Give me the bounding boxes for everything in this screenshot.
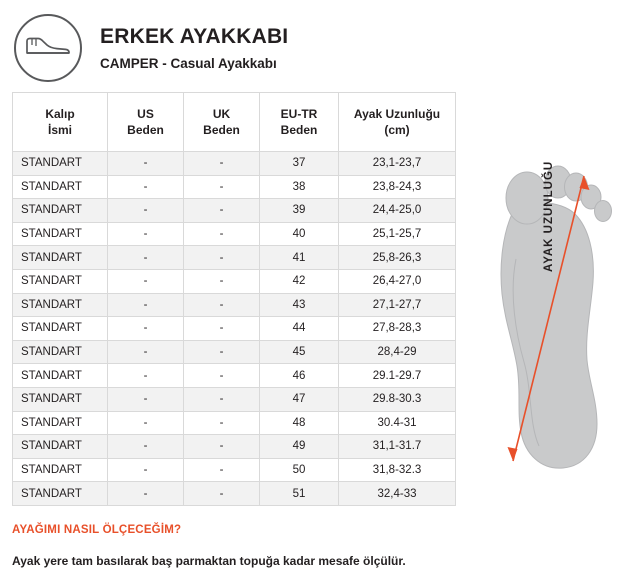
cell-eu-tr-beden: 49 — [260, 435, 339, 459]
cell-eu-tr-beden: 40 — [260, 222, 339, 246]
cell-us-beden: - — [108, 482, 184, 506]
cell-ayak-uzunlugu: 23,1-23,7 — [339, 152, 456, 176]
cell-eu-tr-beden: 42 — [260, 269, 339, 293]
cell-ayak-uzunlugu: 25,1-25,7 — [339, 222, 456, 246]
table-row — [13, 246, 456, 270]
cell-uk-beden: - — [184, 293, 260, 317]
cell-kalip-ismi: STANDART — [13, 317, 108, 341]
column-header-line-1: Kalıp — [45, 106, 75, 121]
cell-kalip-ismi: STANDART — [13, 152, 108, 176]
cell-ayak-uzunlugu: 31,1-31.7 — [339, 435, 456, 459]
cell-kalip-ismi: STANDART — [13, 482, 108, 506]
cell-ayak-uzunlugu: 30.4-31 — [339, 411, 456, 435]
header-text-block — [100, 25, 288, 72]
cell-uk-beden: - — [184, 269, 260, 293]
cell-eu-tr-beden: 50 — [260, 458, 339, 482]
table-row — [13, 199, 456, 223]
column-header-ayak-uzunlugu — [339, 93, 456, 152]
cell-kalip-ismi: STANDART — [13, 340, 108, 364]
column-header-line-2: İsmi — [47, 123, 72, 137]
cell-ayak-uzunlugu: 27,8-28,3 — [339, 317, 456, 341]
table-row — [13, 458, 456, 482]
cell-uk-beden: - — [184, 340, 260, 364]
column-header-line-1: EU-TR — [280, 106, 318, 121]
table-row — [13, 387, 456, 411]
column-header-us-beden — [108, 93, 184, 152]
column-header-line-1: UK — [212, 106, 231, 121]
foot-diagram — [469, 94, 622, 494]
column-header-line-2: Beden — [203, 123, 240, 137]
cell-kalip-ismi: STANDART — [13, 222, 108, 246]
cell-kalip-ismi: STANDART — [13, 364, 108, 388]
cell-kalip-ismi: STANDART — [13, 175, 108, 199]
cell-uk-beden: - — [184, 482, 260, 506]
cell-eu-tr-beden: 48 — [260, 411, 339, 435]
cell-eu-tr-beden: 45 — [260, 340, 339, 364]
cell-kalip-ismi: STANDART — [13, 246, 108, 270]
cell-ayak-uzunlugu: 29.8-30.3 — [339, 387, 456, 411]
cell-uk-beden: - — [184, 222, 260, 246]
column-header-line-2: Beden — [127, 123, 164, 137]
page-title: ERKEK AYAKKABI — [100, 24, 289, 48]
cell-kalip-ismi: STANDART — [13, 387, 108, 411]
column-header-line-1: US — [137, 106, 154, 121]
cell-us-beden: - — [108, 317, 184, 341]
cell-us-beden: - — [108, 293, 184, 317]
cell-eu-tr-beden: 51 — [260, 482, 339, 506]
cell-us-beden: - — [108, 411, 184, 435]
cell-ayak-uzunlugu: 23,8-24,3 — [339, 175, 456, 199]
cell-kalip-ismi: STANDART — [13, 199, 108, 223]
cell-uk-beden: - — [184, 175, 260, 199]
cell-uk-beden: - — [184, 387, 260, 411]
page-header — [0, 0, 622, 92]
cell-us-beden: - — [108, 175, 184, 199]
column-header-eu-tr-beden — [260, 93, 339, 152]
brand-logo — [14, 14, 82, 82]
shoe-icon — [25, 34, 71, 63]
table-row — [13, 364, 456, 388]
cell-uk-beden: - — [184, 246, 260, 270]
size-table — [12, 92, 456, 506]
cell-us-beden: - — [108, 222, 184, 246]
cell-ayak-uzunlugu: 31,8-32.3 — [339, 458, 456, 482]
table-row — [13, 222, 456, 246]
foot-length-label: AYAK UZUNLUĞU — [543, 160, 555, 272]
cell-us-beden: - — [108, 340, 184, 364]
table-row — [13, 411, 456, 435]
cell-ayak-uzunlugu: 25,8-26,3 — [339, 246, 456, 270]
table-row — [13, 482, 456, 506]
cell-uk-beden: - — [184, 364, 260, 388]
cell-eu-tr-beden: 44 — [260, 317, 339, 341]
cell-eu-tr-beden: 46 — [260, 364, 339, 388]
cell-us-beden: - — [108, 269, 184, 293]
cell-us-beden: - — [108, 387, 184, 411]
cell-ayak-uzunlugu: 24,4-25,0 — [339, 199, 456, 223]
cell-us-beden: - — [108, 435, 184, 459]
cell-ayak-uzunlugu: 28,4-29 — [339, 340, 456, 364]
table-row — [13, 340, 456, 364]
table-row — [13, 269, 456, 293]
size-table-wrapper — [12, 92, 455, 506]
cell-ayak-uzunlugu: 29.1-29.7 — [339, 364, 456, 388]
cell-uk-beden: - — [184, 199, 260, 223]
cell-uk-beden: - — [184, 458, 260, 482]
cell-uk-beden: - — [184, 435, 260, 459]
cell-eu-tr-beden: 37 — [260, 152, 339, 176]
table-header-row — [13, 93, 456, 152]
cell-eu-tr-beden: 47 — [260, 387, 339, 411]
cell-us-beden: - — [108, 246, 184, 270]
cell-uk-beden: - — [184, 152, 260, 176]
cell-ayak-uzunlugu: 27,1-27,7 — [339, 293, 456, 317]
column-header-line-2: (cm) — [384, 123, 410, 137]
cell-kalip-ismi: STANDART — [13, 269, 108, 293]
cell-us-beden: - — [108, 152, 184, 176]
measure-question: AYAĞIMI NASIL ÖLÇECEĞİM? — [12, 523, 182, 536]
column-header-kalip-ismi — [13, 93, 108, 152]
cell-eu-tr-beden: 43 — [260, 293, 339, 317]
table-row — [13, 293, 456, 317]
cell-eu-tr-beden: 38 — [260, 175, 339, 199]
table-header — [13, 93, 456, 152]
column-header-uk-beden — [184, 93, 260, 152]
table-row — [13, 435, 456, 459]
cell-ayak-uzunlugu: 26,4-27,0 — [339, 269, 456, 293]
column-header-line-2: Beden — [280, 123, 318, 137]
cell-eu-tr-beden: 41 — [260, 246, 339, 270]
cell-us-beden: - — [108, 199, 184, 223]
cell-ayak-uzunlugu: 32,4-33 — [339, 482, 456, 506]
column-header-line-1: Ayak Uzunluğu — [353, 106, 441, 121]
table-body — [13, 152, 456, 506]
measure-instruction: Ayak yere tam basılarak baş parmaktan topuğa kadar mesafe ölçülür. — [12, 553, 406, 568]
page-subtitle: CAMPER - Casual Ayakkabı — [100, 55, 277, 71]
cell-eu-tr-beden: 39 — [260, 199, 339, 223]
table-row — [13, 317, 456, 341]
cell-kalip-ismi: STANDART — [13, 411, 108, 435]
cell-kalip-ismi: STANDART — [13, 435, 108, 459]
cell-us-beden: - — [108, 364, 184, 388]
cell-uk-beden: - — [184, 317, 260, 341]
cell-kalip-ismi: STANDART — [13, 458, 108, 482]
cell-uk-beden: - — [184, 411, 260, 435]
cell-kalip-ismi: STANDART — [13, 293, 108, 317]
foot-outline-icon — [469, 94, 622, 494]
content-area — [0, 92, 622, 506]
cell-us-beden: - — [108, 458, 184, 482]
footer-section — [0, 524, 622, 568]
table-row — [13, 152, 456, 176]
table-row — [13, 175, 456, 199]
